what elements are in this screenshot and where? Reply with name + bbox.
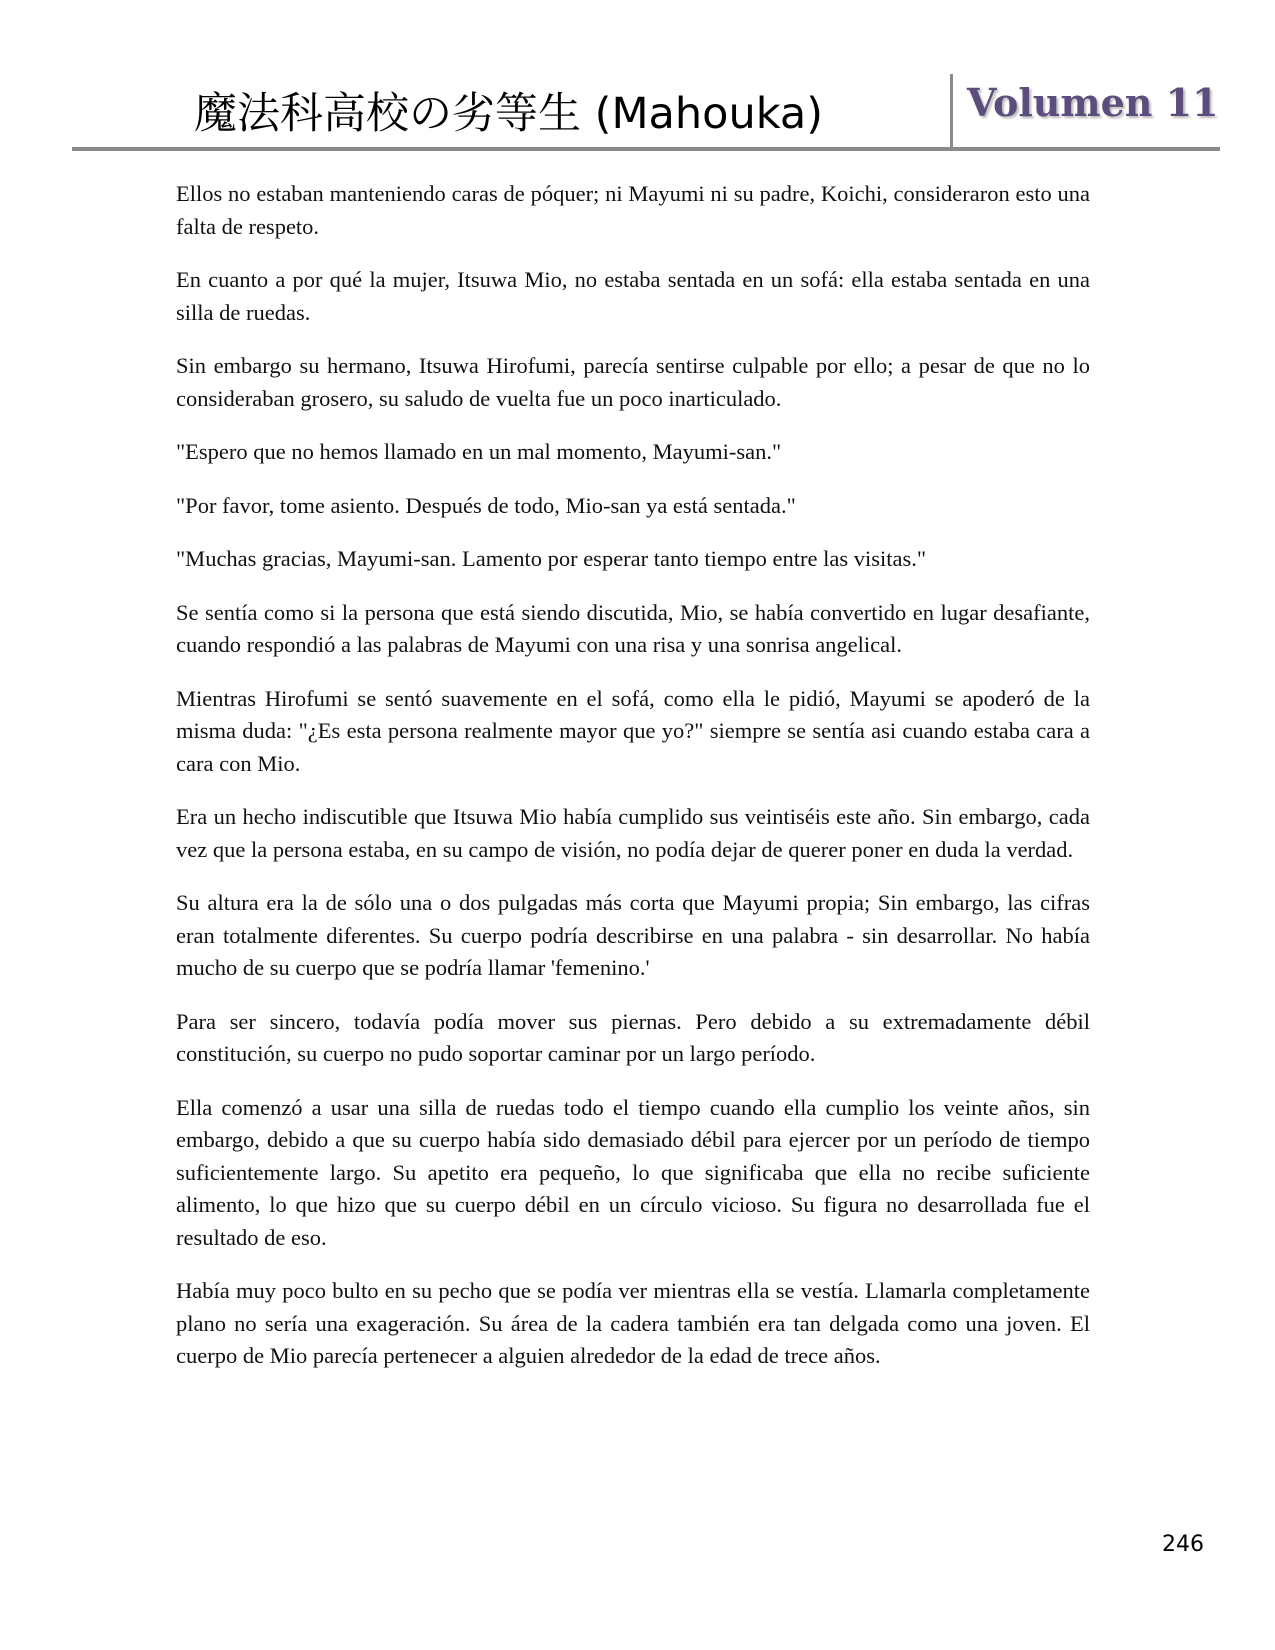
paragraph: Su altura era la de sólo una o dos pulgadas más corta que Mayumi propia; Sin embargo, las cifras eran totalmente diferentes. Su cuerpo podría describirse en una palabra - sin desarrollar. No había mucho de su cuerpo que se podría llamar 'femenino.' (176, 890, 1090, 980)
paragraph: "Muchas gracias, Mayumi-san. Lamento por esperar tanto tiempo entre las visitas." (176, 546, 927, 571)
volume-label: Volumen 11 (967, 80, 1219, 125)
page-number: 246 (1162, 1532, 1204, 1557)
paragraph: Ella comenzó a usar una silla de ruedas todo el tiempo cuando ella cumplio los veinte años, sin embargo, debido a que su cuerpo había sido demasiado débil para ejercer por un período de tiempo suficientemente largo. Su apetito era pequeño, lo que significaba que ella no recibe suficiente alimento, lo que hizo que su cuerpo débil en un círculo vicioso. Su figura no desarrollada fue el resultado de eso. (176, 1094, 1090, 1250)
paragraph: En cuanto a por qué la mujer, Itsuwa Mio, no estaba sentada en un sofá: ella estaba sentada en una silla de ruedas. (176, 267, 1090, 325)
paragraph: Era un hecho indiscutible que Itsuwa Mio había cumplido sus veintiséis este año. Sin embargo, cada vez que la persona estaba, en su campo de visión, no podía dejar de querer poner en duda la verdad. (176, 804, 1090, 862)
paragraph: "Espero que no hemos llamado en un mal momento, Mayumi-san." (176, 439, 782, 464)
header-rule (72, 147, 1220, 151)
paragraph: Sin embargo su hermano, Itsuwa Hirofumi, parecía sentirse culpable por ello; a pesar de que no lo consideraban grosero, su saludo de vuelta fue un poco inarticulado. (176, 353, 1090, 411)
paragraph: "Por favor, tome asiento. Después de todo, Mio-san ya está sentada." (176, 492, 796, 518)
book-title: 魔法科高校の劣等生 (Mahouka) (194, 89, 823, 139)
page-body (176, 178, 1090, 1394)
paragraph: Para ser sincero, todavía podía mover sus piernas. Pero debido a su extremadamente débil constitución, su cuerpo no pudo soportar caminar por un largo período. (176, 1008, 1090, 1066)
paragraph: Se sentía como si la persona que está siendo discutida, Mio, se había convertido en lugar desafiante, cuando respondió a las palabras de Mayumi con una risa y una sonrisa angelical. (176, 599, 1090, 657)
page-header (72, 68, 1220, 150)
paragraph: Había muy poco bulto en su pecho que se podía ver mientras ella se vestía. Llamarla completamente plano no sería una exageración. Su área de la cadera también era tan delgada como una joven. El cuerpo de Mio parecía pertenecer a alguien alrededor de la edad de trece años. (176, 1278, 1090, 1368)
paragraph: Ellos no estaban manteniendo caras de póquer; ni Mayumi ni su padre, Koichi, consideraron esto una falta de respeto. (176, 181, 1090, 239)
paragraph: Mientras Hirofumi se sentó suavemente en el sofá, como ella le pidió, Mayumi se apoderó de la misma duda: "¿Es esta persona realmente mayor que yo?" siempre se sentía asi cuando estaba cara a cara con Mio. (176, 685, 1090, 776)
header-divider (950, 74, 953, 150)
